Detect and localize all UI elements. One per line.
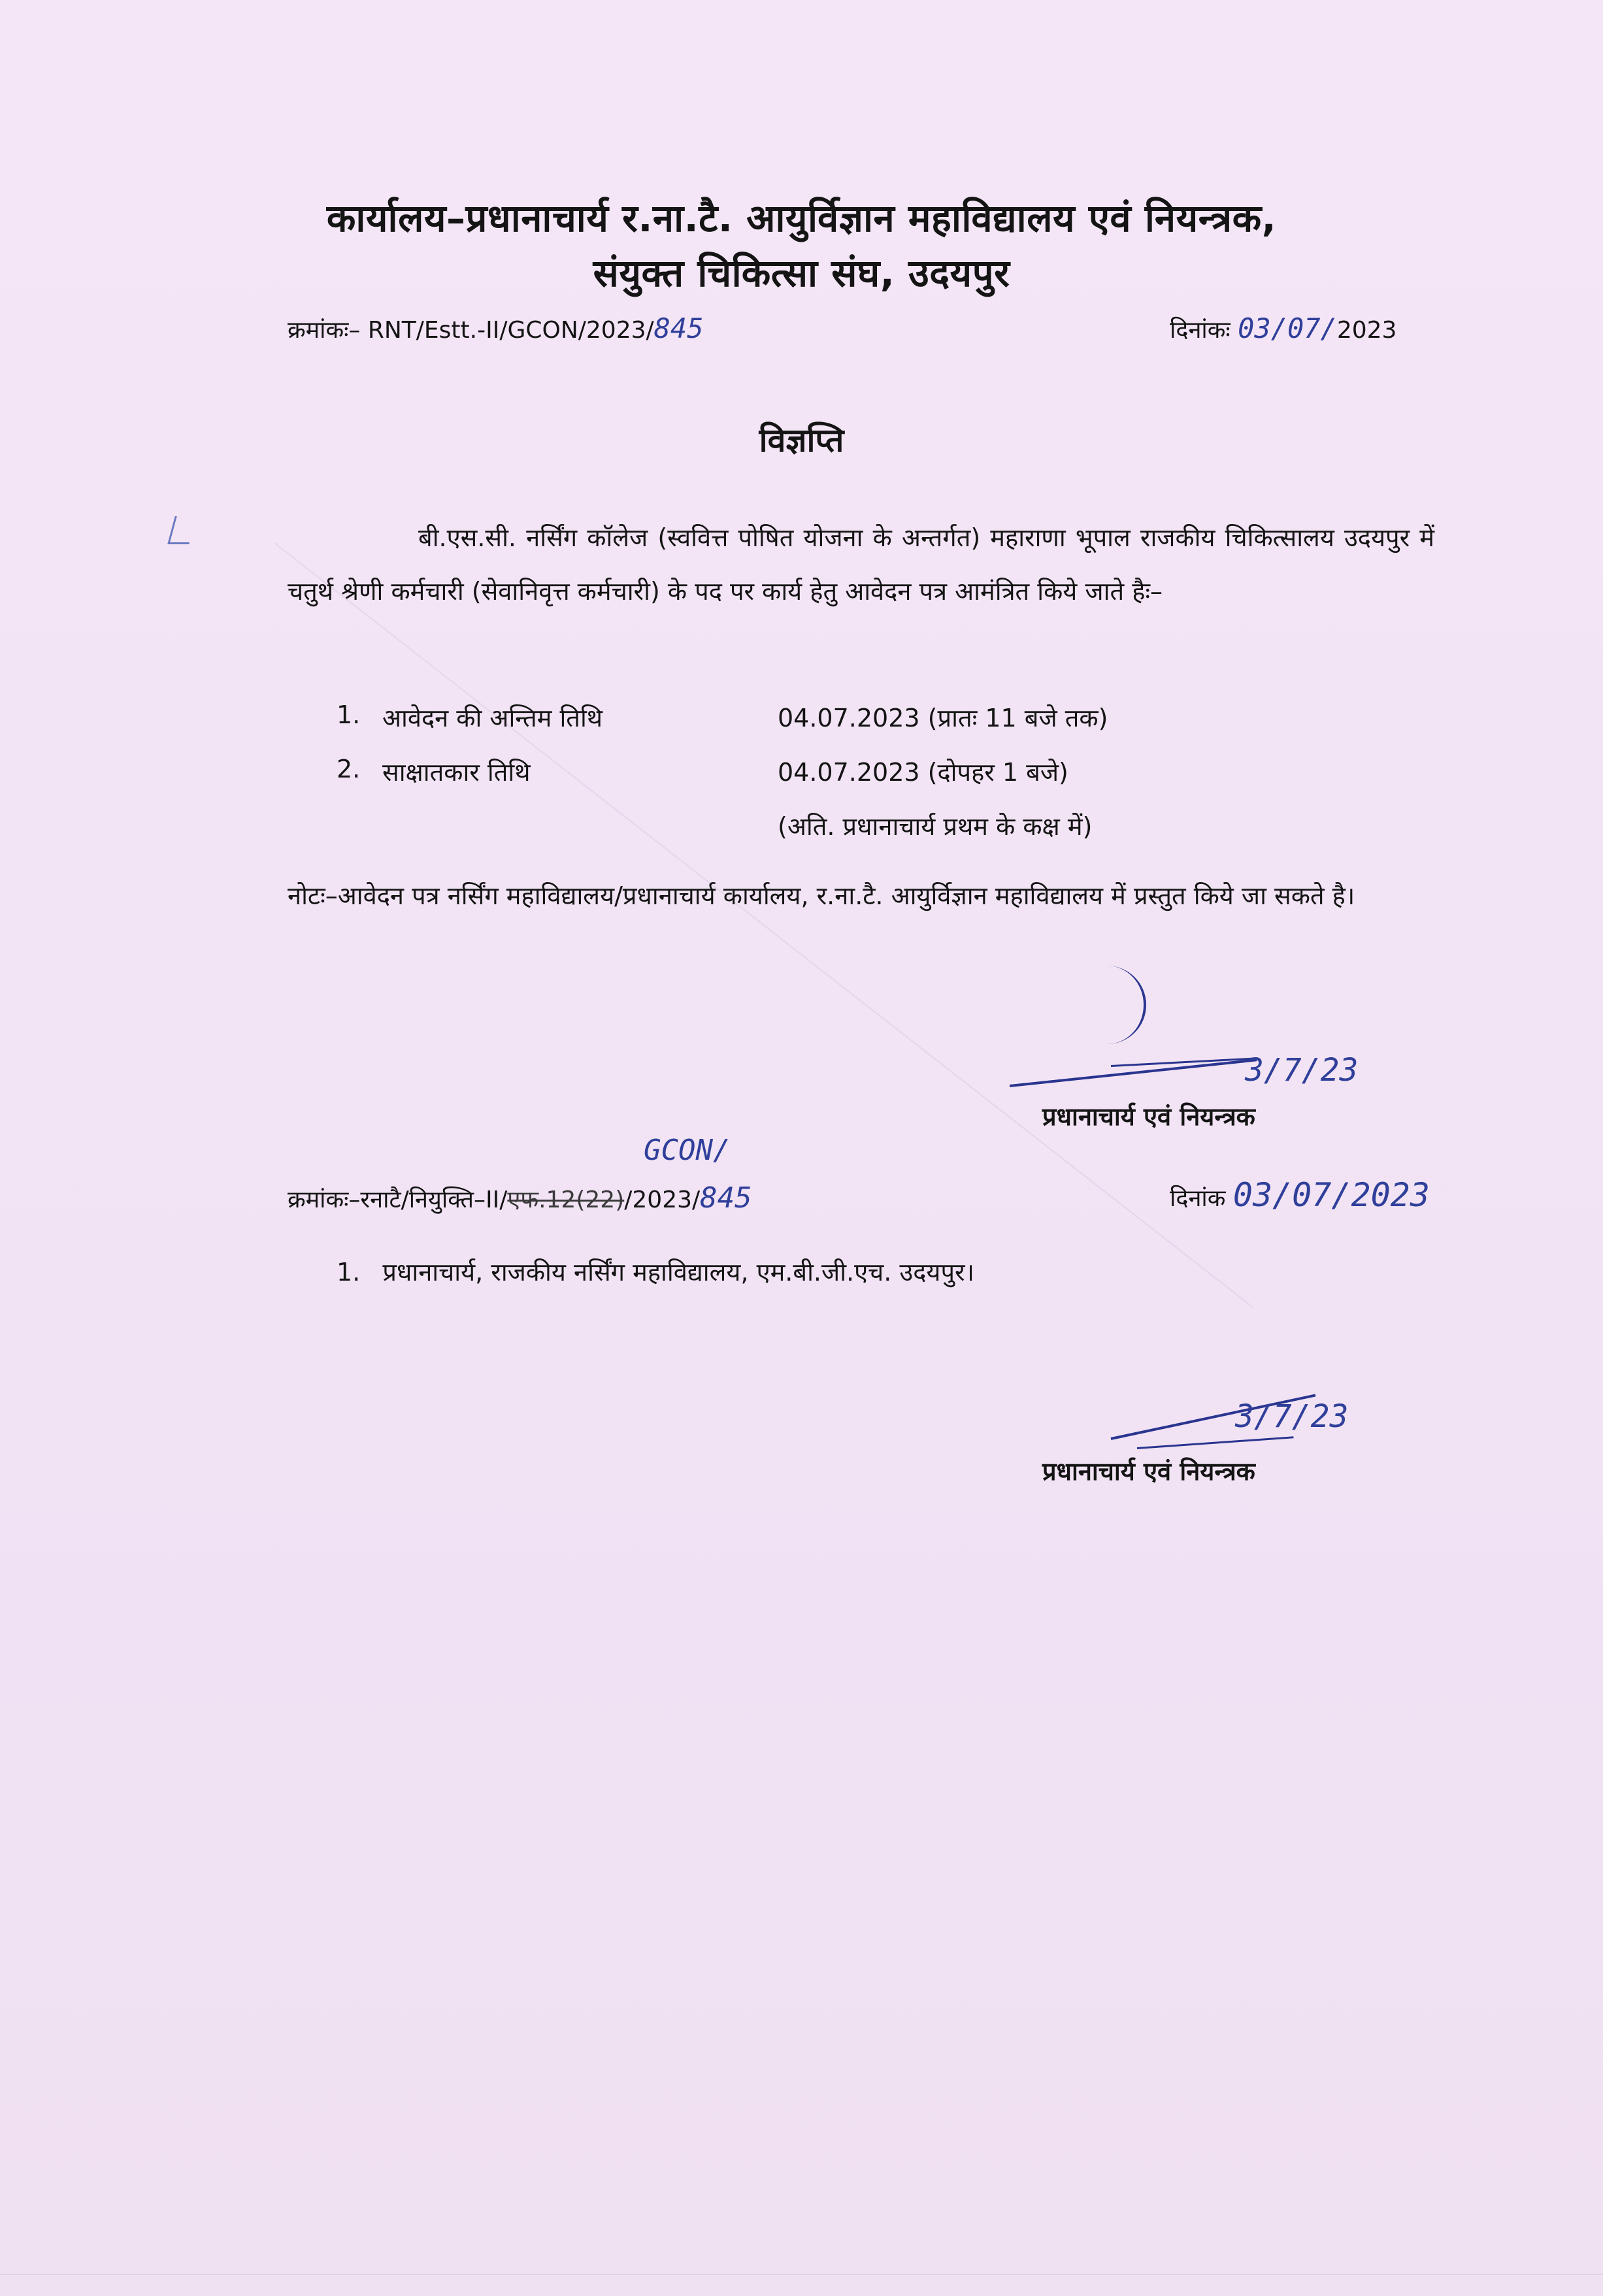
distribution-num: 1. (337, 1258, 361, 1287)
office-title-line-2: संयुक्त चिकित्सा संघ, उदयपुर (593, 251, 1010, 295)
notice-title: विज्ञप्ति (759, 421, 844, 459)
signature-2-date: 3/7/23 (1235, 1398, 1349, 1435)
copy-reference-year: /2023/ (624, 1187, 701, 1213)
reference-number (288, 312, 704, 345)
schedule-label: साक्षातकार तिथि (382, 758, 531, 787)
date-year: 2023 (1336, 317, 1397, 344)
date-handwritten: 03/07/ (1238, 312, 1337, 344)
schedule-value: 04.07.2023 (दोपहर 1 बजे) (778, 758, 1068, 787)
note-text: नोटः–आवेदन पत्र नर्सिंग महाविद्यालय/प्रधानाचार्य कार्यालय, र.ना.टै. आयुर्विज्ञान महाविद्यालय में प्रस्तुत किये जा सकते है। (288, 881, 1355, 910)
copy-reference-insert: GCON/ (644, 1134, 731, 1167)
reference-date (1170, 312, 1396, 345)
schedule-venue: (अति. प्रधानाचार्य प्रथम के कक्ष में) (778, 812, 1093, 841)
reference-number-handwritten: 845 (653, 312, 704, 344)
schedule-label: आवेदन की अन्तिम तिथि (382, 704, 603, 732)
copy-reference-number: 845 (700, 1181, 752, 1215)
signature-1-date: 3/7/23 (1245, 1052, 1359, 1089)
copy-date-handwritten: 03/07/2023 (1232, 1176, 1430, 1214)
notice-paragraph-text: बी.एस.सी. नर्सिंग कॉलेज (स्ववित्त पोषित योजना के अन्तर्गत) महाराणा भूपाल राजकीय चिकित्सालय उदयपुर में चतुर्थ श्रेणी कर्मचारी (सेवानिवृत्त कर्मचारी) के पद पर कार्य हेतु आवेदन पत्र आमंत्रित किये जाते हैः– (288, 523, 1434, 606)
signature-stroke (1010, 1058, 1257, 1087)
copy-reference-date (1170, 1176, 1430, 1214)
margin-pen-mark (167, 516, 197, 544)
schedule-row-1 (337, 700, 1251, 732)
paper-crease (0, 2274, 1603, 2275)
copy-reference (288, 1181, 752, 1215)
distribution-item (337, 1255, 974, 1288)
schedule-num: 2. (337, 755, 361, 783)
notice-paragraph (288, 511, 1434, 618)
copy-date-label: दिनांक (1170, 1185, 1226, 1212)
signature-2-designation: प्रधानाचार्य एवं नियन्त्रक (1042, 1457, 1255, 1486)
reference-prefix: क्रमांकः– RNT/Estt.-II/GCON/2023/ (288, 317, 654, 344)
note-paragraph (288, 869, 1434, 923)
signature-curl (1104, 966, 1146, 1044)
schedule-row-2 (337, 755, 1251, 787)
copy-reference-struck: एफ.12(22) (507, 1187, 625, 1213)
signature-stroke (1137, 1436, 1294, 1449)
date-label: दिनांकः (1170, 317, 1231, 344)
distribution-text: प्रधानाचार्य, राजकीय नर्सिंग महाविद्यालय, एम.बी.जी.एच. उदयपुर। (382, 1258, 974, 1287)
office-title-line-1: कार्यालय–प्रधानाचार्य र.ना.टै. आयुर्विज्ञान महाविद्यालय एवं नियन्त्रक, (326, 196, 1277, 240)
schedule-num: 1. (337, 700, 361, 729)
copy-reference-prefix: क्रमांकः–रनाटै/नियुक्ति–II/ (288, 1187, 508, 1213)
signature-1-designation: प्रधानाचार्य एवं नियन्त्रक (1042, 1102, 1255, 1131)
schedule-value: 04.07.2023 (प्रातः 11 बजे तक) (778, 704, 1108, 732)
